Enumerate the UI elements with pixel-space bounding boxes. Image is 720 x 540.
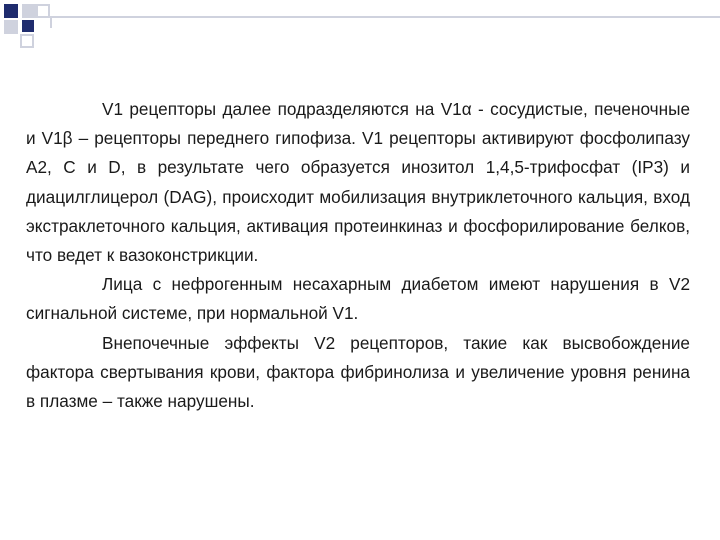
decor-square-outline (36, 4, 50, 18)
decor-square-grey (4, 20, 18, 34)
corner-decoration (0, 0, 720, 60)
paragraph-extrarenal-effects: Внепочечные эффекты V2 рецепторов, такие как высвобождение фактора свертывания крови, фактора фибринолиза и увеличение уровня ренина в плазме – также нарушены. (26, 332, 690, 412)
body-text (26, 95, 690, 416)
decor-square-outline (20, 34, 34, 48)
decor-square-navy (22, 20, 34, 32)
paragraph-v1-receptors: V1 рецепторы далее подразделяются на V1α - сосудистые, печеночные и V1β – рецепторы переднего гипофиза. V1 рецепторы активируют фосфолипазу A2, C и D, в результате чего образуется инозитол 1,4,5-трифосфат (IP3) и диацилглицерол (DAG), происходит мобилизация внутриклеточного кальция, вход экстраклеточного кальция, активация протеинкиназ и фосфорилирование белков, что ведет к вазоконстрикции. (26, 99, 690, 266)
paragraph-nephrogenic-diabetes: Лица с нефрогенным несахарным диабетом имеют нарушения в V2 сигнальной системе, при нормальной V1. (26, 274, 690, 324)
decor-square-navy (4, 4, 18, 18)
decor-square-grey (22, 4, 36, 18)
decor-vertical-rule (50, 16, 52, 28)
decor-horizontal-rule (50, 16, 720, 18)
